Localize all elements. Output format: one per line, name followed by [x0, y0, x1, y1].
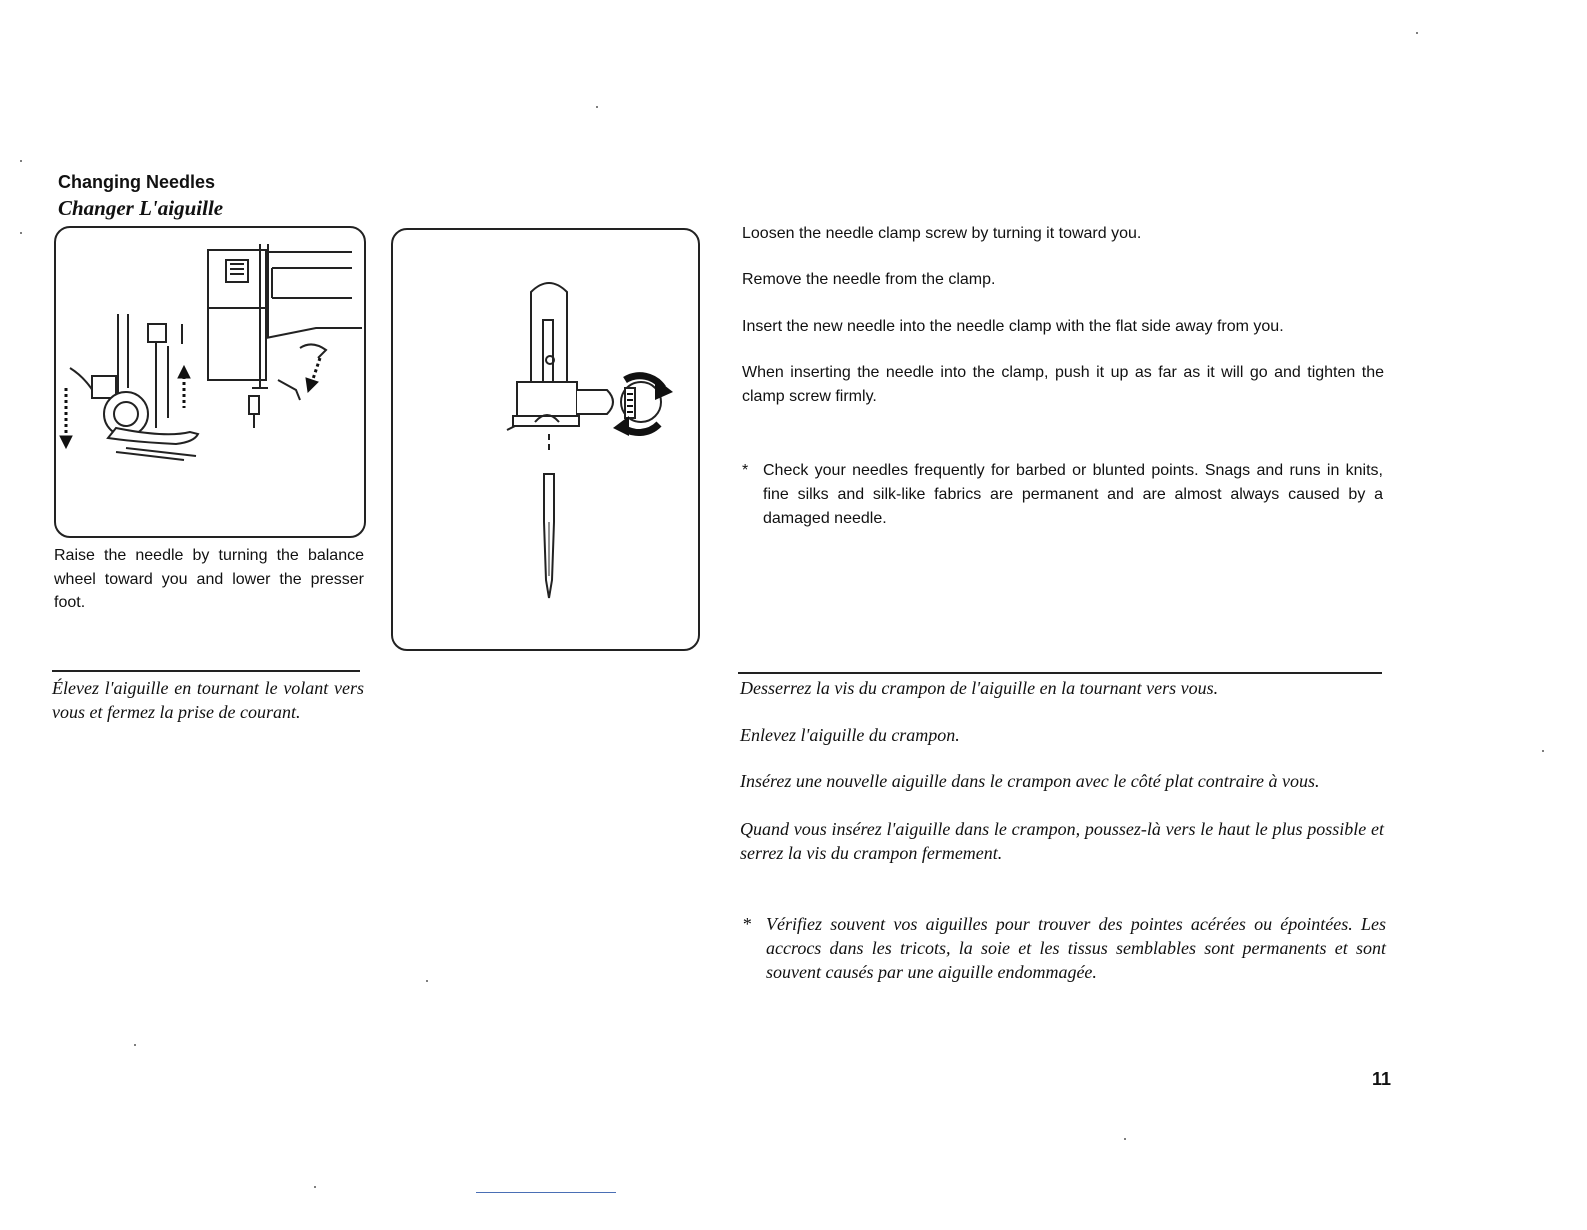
illustration-raise-needle [54, 226, 366, 538]
illustration-needle-clamp [391, 228, 700, 651]
instruction-insert-needle: Insert the new needle into the needle clamp with the flat side away from you. [742, 318, 1284, 335]
page-number: 11 [1372, 1069, 1392, 1089]
instruction-remove-needle-fr: Enlevez l'aiguille du crampon. [740, 725, 960, 745]
scan-speck [596, 106, 598, 108]
note-marker-fr: * [742, 914, 751, 934]
sewing-machine-head-illustration [56, 228, 364, 536]
note-text-fr: Vérifiez souvent vos aiguilles pour trouver des pointes acérées ou épointées. Les accrocs dans les tricots, la soie et les tissus semblables sont permanents et sont souvent causés par une aiguille endommagée. [766, 914, 1386, 982]
rotate-arrows-icon [613, 376, 673, 436]
note-marker: * [742, 462, 749, 479]
instruction-loosen-screw: Loosen the needle clamp screw by turning it toward you. [742, 225, 1142, 242]
instruction-remove-needle: Remove the needle from the clamp. [742, 271, 996, 288]
divider-left [52, 670, 360, 672]
scan-speck [134, 1044, 136, 1046]
instruction-loosen-screw-fr: Desserrez la vis du crampon de l'aiguille en la tournant vers vous. [740, 678, 1219, 698]
section-title-fr: Changer L'aiguille [58, 196, 224, 220]
needle-clamp-illustration [393, 230, 698, 649]
caption-raise-needle-fr: Élevez l'aiguille en tournant le volant vers vous et fermez la prise de courant. [52, 678, 364, 722]
instruction-tighten-screw: When inserting the needle into the clamp, push it up as far as it will go and tighten the clamp screw firmly. [742, 364, 1384, 405]
scan-speck [20, 160, 22, 162]
scan-speck [1124, 1138, 1126, 1140]
instruction-insert-needle-fr: Insérez une nouvelle aiguille dans le crampon avec le côté plat contraire à vous. [740, 771, 1320, 791]
scan-speck [1416, 32, 1418, 34]
instruction-tighten-screw-fr: Quand vous insérez l'aiguille dans le crampon, poussez-là vers le haut le plus possible et serrez la vis du crampon fermement. [740, 819, 1384, 863]
caption-raise-needle: Raise the needle by turning the balance wheel toward you and lower the presser foot. [54, 547, 364, 611]
note-text: Check your needles frequently for barbed or blunted points. Snags and runs in knits, fine silks and silk-like fabrics are permanent and are almost always caused by a damaged needle. [763, 462, 1383, 527]
scan-speck [1542, 750, 1544, 752]
section-title: Changing Needles [58, 172, 216, 192]
bottom-line [476, 1192, 616, 1193]
scan-speck [426, 980, 428, 982]
scan-speck [314, 1186, 316, 1188]
divider-right [738, 672, 1382, 674]
scan-speck [20, 232, 22, 234]
